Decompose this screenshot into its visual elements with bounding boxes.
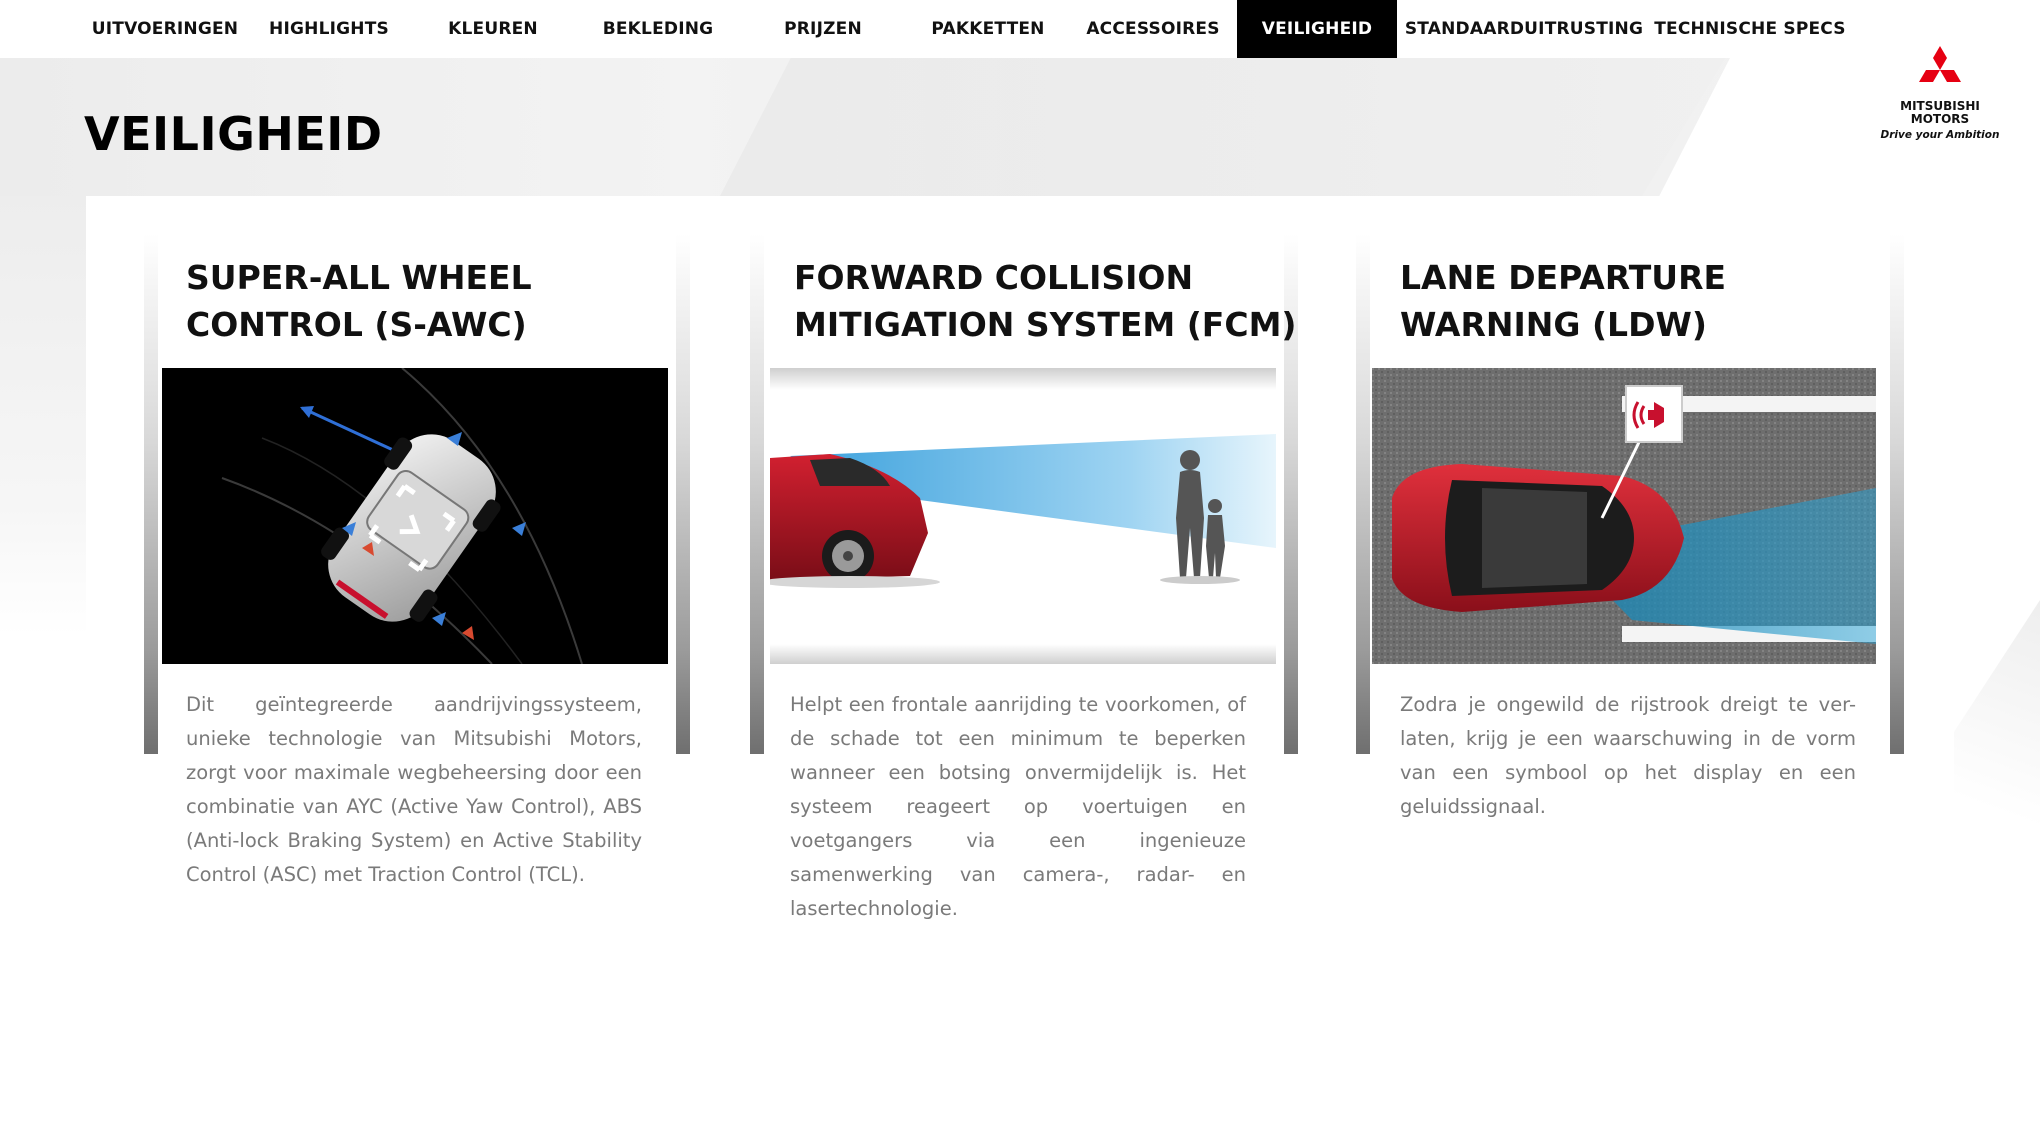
card-title-line-1: LANE DEPARTURE [1400, 258, 1727, 297]
card-description: Dit geïntegreerde aandrijvingssysteem, unieke technologie van Mitsubishi Motors, zorgt voor maximale wegbeheersing door een combinatie van AYC (Active Yaw Control), ABS (Anti-lock Braking System) en Active Stability Control (ASC) met Traction Control (TCL). [186, 693, 642, 886]
nav-item-bekleding[interactable]: BEKLEDING [602, 19, 714, 39]
nav-item-uitvoeringen[interactable]: UITVOERINGEN [91, 19, 239, 39]
nav-item-pakketten[interactable]: PAKKETTEN [931, 19, 1045, 39]
top-navigation [0, 0, 2040, 58]
nav-item-kleuren[interactable]: KLEUREN [448, 19, 538, 39]
mitsubishi-logo[interactable] [1880, 46, 2000, 146]
nav-item-highlights[interactable]: HIGHLIGHTS [269, 19, 389, 39]
nav-item-accessoires[interactable]: ACCESSOIRES [1086, 19, 1220, 39]
card-title-line-1: FORWARD COLLISION [794, 258, 1194, 297]
card-title [1400, 254, 1726, 348]
feature-card-fcm [750, 196, 1330, 996]
logo-wordmark [1880, 100, 2000, 126]
logo-tagline: Drive your Ambition [1880, 129, 2000, 141]
fcm-car-pedestrian-image [770, 368, 1276, 664]
card-description: Zodra je ongewild de rijstrook dreigt te ver-laten, krijg je een waarschuwing in de vorm van een symbool op het display en een geluidssignaal. [1400, 693, 1856, 818]
feature-cards-panel [86, 196, 1954, 996]
logo-line-2: MOTORS [1910, 112, 1970, 126]
card-right-bar [676, 234, 690, 754]
header-background-shard [720, 58, 1730, 196]
logo-line-1: MITSUBISHI [1900, 99, 1980, 113]
card-left-bar [1356, 234, 1370, 754]
card-description: Helpt een frontale aanrijding te voorkomen, of de schade tot een minimum te beperken wanneer een botsing onvermijdelijk is. Het systeem reageert op voertuigen en voetgangers via een ingenieuze samenwerking van camera-, radar- en lasertechnologie. [790, 693, 1246, 920]
ldw-car-lane-image [1372, 368, 1876, 664]
left-background-strip [0, 196, 86, 636]
card-left-bar [750, 234, 764, 754]
page-title: VEILIGHEID [84, 107, 383, 161]
card-title-line-2: CONTROL (S-AWC) [186, 305, 527, 344]
nav-item-standaarduitrusting[interactable]: STANDAARDUITRUSTING [1404, 19, 1644, 39]
nav-item-technische-specs[interactable]: TECHNISCHE SPECS [1654, 19, 1846, 39]
feature-card-s-awc [144, 196, 724, 996]
card-title-line-2: WARNING (LDW) [1400, 305, 1707, 344]
s-awc-car-top-view-image [162, 368, 668, 664]
mitsubishi-three-diamonds-icon [1918, 46, 1962, 98]
card-title [794, 254, 1297, 348]
card-left-bar [144, 234, 158, 754]
card-right-bar [1890, 234, 1904, 754]
nav-item-veiligheid[interactable]: VEILIGHEID [1237, 0, 1397, 58]
card-title-line-1: SUPER-ALL WHEEL [186, 258, 532, 297]
card-title-line-2: MITIGATION SYSTEM (FCM) [794, 305, 1297, 344]
feature-card-ldw [1356, 196, 1936, 996]
nav-item-prijzen[interactable]: PRIJZEN [784, 19, 862, 39]
card-title [186, 254, 532, 348]
